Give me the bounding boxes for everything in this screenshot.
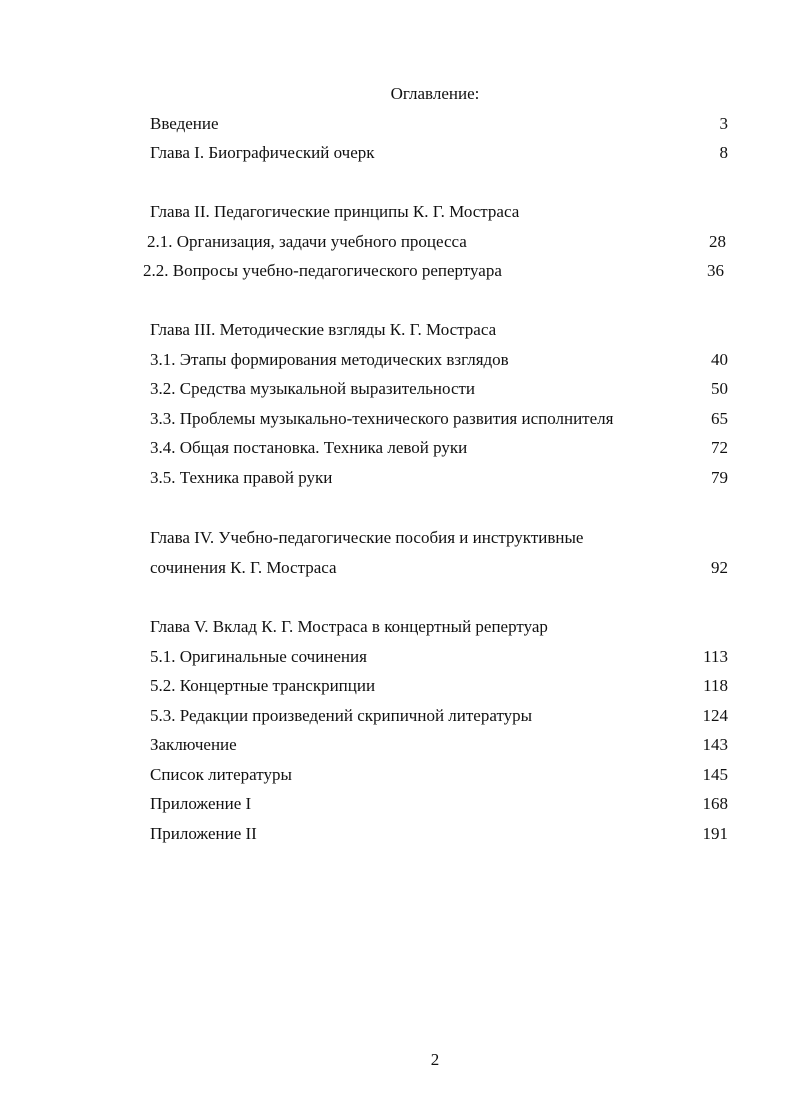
toc-entry-label: Глава III. Методические взгляды К. Г. Мостраса — [150, 320, 497, 339]
toc-entry-page: 124 — [702, 706, 728, 725]
toc-entry-3-5 — [0, 468, 799, 492]
toc-entry-2-2 — [0, 261, 799, 285]
toc-entry-appendix-2 — [0, 824, 799, 848]
toc-entry-3-1 — [0, 350, 799, 374]
toc-entry-page: 50 — [711, 379, 728, 398]
toc-entry-label: Приложение I — [150, 794, 252, 813]
toc-entry-page: 28 — [709, 232, 726, 251]
toc-entry-label: Список литературы — [150, 765, 292, 784]
toc-entry-label: Введение — [150, 114, 219, 133]
toc-entry-page: 40 — [711, 350, 728, 369]
toc-entry-page: 72 — [711, 438, 728, 457]
toc-entry-5-1 — [0, 647, 799, 671]
toc-entry-label: Глава V. Вклад К. Г. Мостраса в концертный репертуар — [150, 617, 548, 636]
toc-entry-page: 79 — [711, 468, 728, 487]
toc-entry-chapter-4 — [0, 528, 799, 552]
toc-entry-label: Заключение — [150, 735, 237, 754]
toc-entry-bibliography — [0, 765, 799, 789]
toc-entry-chapter-4-cont — [0, 558, 799, 582]
toc-entry-label: 2.2. Вопросы учебно-педагогического репертуара — [143, 261, 502, 280]
toc-entry-5-2 — [0, 676, 799, 700]
page-number: 2 — [430, 1050, 440, 1069]
toc-entry-label: 3.3. Проблемы музыкально-технического развития исполнителя — [150, 409, 614, 428]
toc-entry-page: 65 — [711, 409, 728, 428]
toc-entry-page: 113 — [703, 647, 728, 666]
toc-entry-5-3 — [0, 706, 799, 730]
toc-entry-label: Приложение II — [150, 824, 257, 843]
toc-entry-label: 3.4. Общая постановка. Техника левой руки — [150, 438, 468, 457]
toc-entry-label: Глава II. Педагогические принципы К. Г. Мостраса — [150, 202, 520, 221]
toc-entry-label: 2.1. Организация, задачи учебного процесса — [147, 232, 467, 251]
toc-entry-page: 143 — [702, 735, 728, 754]
toc-entry-label: 3.1. Этапы формирования методических взглядов — [150, 350, 509, 369]
toc-entry-introduction — [0, 114, 799, 138]
toc-entry-label: Глава IV. Учебно-педагогические пособия и инструктивные — [150, 528, 584, 547]
toc-entry-chapter-2 — [0, 202, 799, 226]
toc-entry-3-3 — [0, 409, 799, 433]
toc-entry-chapter-3 — [0, 320, 799, 344]
toc-entry-3-2 — [0, 379, 799, 403]
toc-entry-label: 5.3. Редакции произведений скрипичной литературы — [150, 706, 533, 725]
toc-entry-label: 5.1. Оригинальные сочинения — [150, 647, 367, 666]
toc-entry-label: 3.2. Средства музыкальной выразительности — [150, 379, 476, 398]
toc-entry-2-1 — [0, 232, 799, 256]
toc-entry-3-4 — [0, 438, 799, 462]
toc-entry-label: 5.2. Концертные транскрипции — [150, 676, 376, 695]
toc-entry-page: 3 — [719, 114, 728, 133]
toc-entry-label: 3.5. Техника правой руки — [150, 468, 333, 487]
toc-entry-label: сочинения К. Г. Мостраса — [150, 558, 337, 577]
toc-entry-page: 168 — [702, 794, 728, 813]
toc-entry-page: 191 — [702, 824, 728, 843]
toc-entry-chapter-1 — [0, 143, 799, 167]
toc-entry-page: 36 — [707, 261, 724, 280]
toc-entry-chapter-5 — [0, 617, 799, 641]
toc-entry-page: 145 — [702, 765, 728, 784]
toc-entry-conclusion — [0, 735, 799, 759]
toc-entry-page: 118 — [703, 676, 728, 695]
toc-entry-page: 92 — [711, 558, 728, 577]
toc-entry-label: Глава I. Биографический очерк — [150, 143, 375, 162]
toc-entry-appendix-1 — [0, 794, 799, 818]
toc-entry-page: 8 — [719, 143, 728, 162]
toc-title: Оглавление: — [390, 84, 480, 103]
